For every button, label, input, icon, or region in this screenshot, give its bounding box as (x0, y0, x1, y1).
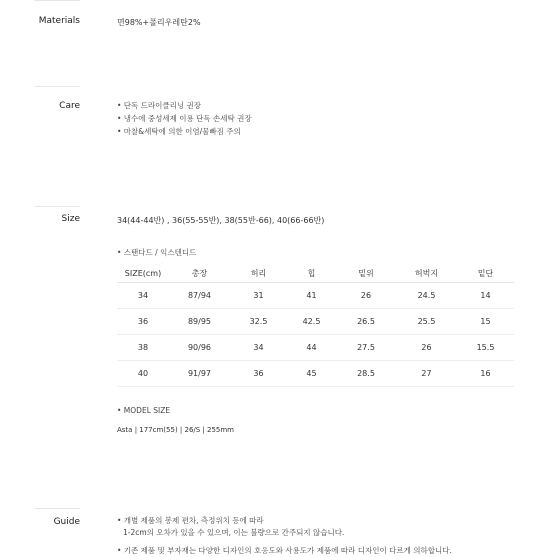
table-cell: 27 (421, 369, 432, 378)
care-item: • 단독 드라이클리닝 권장 (117, 101, 202, 110)
table-cell: 26 (421, 343, 432, 352)
table-cell: 36 (253, 369, 264, 378)
table-cell: 38 (137, 343, 149, 352)
guide-item: 1-2cm의 오차가 있을 수 있으며, 이는 불량으로 간주되지 않습니다. (123, 528, 345, 537)
guide-item: • 기존 제품 및 부자재는 다양한 디자인의 호응도와 사용도가 제품에 따라 디자인이 다르게 의하합니다. (117, 546, 452, 555)
col-header: SIZE(cm) (124, 269, 162, 278)
table-cell: 26 (360, 291, 372, 300)
table-row (117, 283, 514, 309)
table-cell: 36 (137, 317, 149, 326)
table-row (117, 361, 514, 387)
guide-label: Guide (53, 517, 80, 527)
table-cell: 40 (137, 369, 149, 378)
table-cell: 42.5 (302, 317, 321, 326)
table-cell: 31 (253, 291, 264, 300)
table-cell: 24.5 (417, 291, 436, 300)
guide-list (117, 515, 537, 557)
size-fit: • 스탠다드 / 익스텐디드 (117, 248, 197, 257)
table-cell: 87/94 (187, 291, 212, 300)
care-item: • 마찰&세탁에 의한 이염/물빠짐 주의 (117, 127, 241, 136)
care-divider (34, 86, 80, 87)
table-cell: 34 (253, 343, 264, 352)
table-cell: 15.5 (476, 343, 495, 352)
size-divider (34, 206, 80, 207)
table-row (117, 309, 514, 335)
col-header: 힙 (307, 269, 316, 278)
table-cell: 34 (137, 291, 149, 300)
size-table (117, 265, 514, 387)
table-cell: 25.5 (417, 317, 436, 326)
model-size-info: Asta | 177cm(55) | 26/S | 255mm (117, 426, 235, 434)
size-range: 34(44-44반) , 36(55-55반), 38(55반-66), 40(66-66반) (117, 216, 325, 225)
guide-item: • 개별 제품의 봉제 편차, 측정위치 등에 따라 (117, 516, 264, 525)
table-cell: 44 (306, 343, 317, 352)
table-cell: 32.5 (249, 317, 268, 326)
table-row (117, 335, 514, 361)
col-header: 밑단 (477, 269, 494, 278)
guide-divider (34, 508, 80, 509)
materials-divider (34, 0, 80, 1)
col-header: 허벅지 (414, 269, 439, 278)
table-cell: 26.5 (357, 317, 375, 326)
col-header: 허리 (250, 269, 267, 278)
table-cell: 91/97 (187, 369, 212, 378)
table-cell: 14 (480, 291, 491, 300)
table-cell: 28.5 (357, 369, 375, 378)
materials-value: 면98%+폴리우레탄2% (117, 18, 201, 27)
table-cell: 15 (480, 317, 491, 326)
care-list (117, 99, 252, 138)
col-header: 밑위 (358, 269, 374, 278)
col-header: 총장 (191, 269, 208, 278)
table-cell: 89/95 (187, 317, 212, 326)
model-size-heading: • MODEL SIZE (117, 406, 171, 415)
care-item: • 냉수에 중성세제 이용 단독 손세탁 권장 (117, 114, 252, 123)
care-label: Care (59, 101, 80, 111)
materials-label: Materials (38, 16, 80, 26)
size-label: Size (61, 214, 80, 224)
table-cell: 16 (480, 369, 491, 378)
size-table-header (117, 265, 514, 283)
table-cell: 90/96 (187, 343, 212, 352)
table-cell: 27.5 (357, 343, 375, 352)
table-cell: 41 (306, 291, 317, 300)
table-cell: 45 (306, 369, 317, 378)
